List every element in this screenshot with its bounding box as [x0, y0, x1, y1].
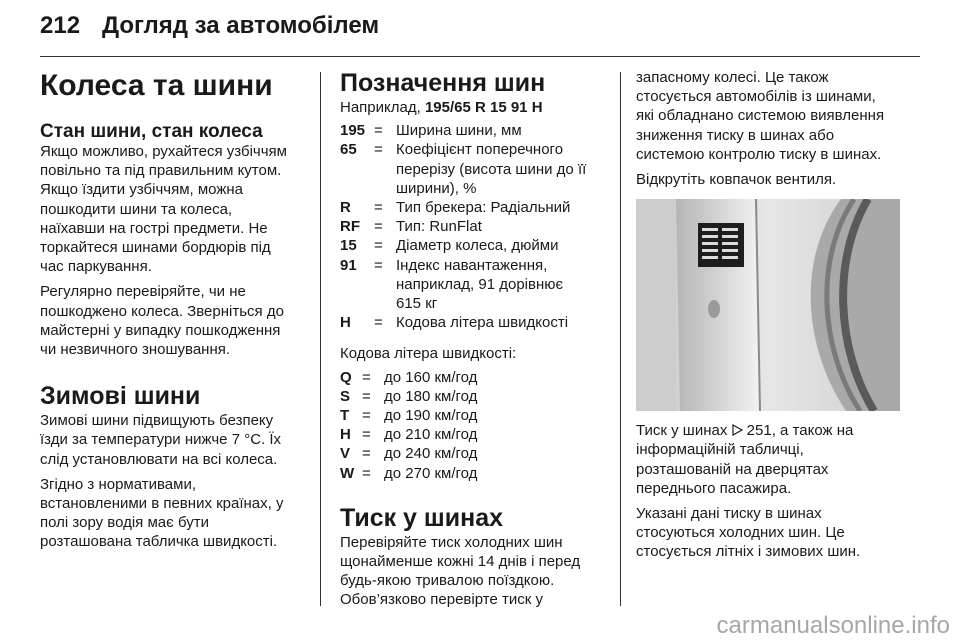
column-divider-2 [620, 72, 621, 606]
tire-designation-heading: Позначення шин [340, 69, 546, 97]
table-row: W = до 270 км/год [340, 464, 478, 482]
condition-heading: Стан шини, стан колеса [40, 121, 263, 142]
example-line: Наприклад, 195/65 R 15 91 H [340, 99, 543, 116]
table-row: T = до 190 км/год [340, 407, 478, 425]
section-title: Колеса та шини [40, 69, 273, 102]
table-row: 65 = Коефіцієнт поперечного перерізу (висота шини до її ширини), % [340, 141, 587, 197]
table-row: RF = Тип: RunFlat [340, 218, 482, 236]
column-1 [40, 68, 312, 552]
designation-table [340, 121, 586, 332]
column-2 [340, 68, 612, 610]
table-row: S = до 180 км/год [340, 387, 478, 405]
condition-paragraph-2: Регулярно перевіряйте, чи не пошкоджено колеса. Зверніться до майстерні у випадку пошкодження чи незвичного зношування. [40, 283, 284, 359]
column-divider-1 [320, 72, 321, 606]
table-row: H = до 210 км/год [340, 426, 478, 444]
winter-heading: Зимові шини [40, 382, 201, 411]
watermark: carmanualsonline.info [716, 612, 950, 639]
speed-intro: Кодова літера швидкості: [340, 345, 517, 363]
condition-paragraph-1: Якщо можливо, рухайтеся узбіччям повільно та під правильним кутом. Якщо їздити узбіччям, можна пошкодити шини та колеса, наїхавши на гострі предмети. Не торкайтеся шинами бордюрів під час паркування. [40, 143, 287, 276]
winter-paragraph-2: Згідно з нормативами, встановленими в певних країнах, у полі зору водія має бути розташована табличка швидкості. [40, 475, 284, 551]
table-row: Q = до 160 км/год [340, 368, 478, 386]
pressure-reference-paragraph: Тиск у шинах 251, а також на інформаційній табличці, розташованій на дверцятах переднього пасажира. [636, 422, 854, 497]
pressure-paragraph: Перевіряйте тиск холодних шин щонайменше кожні 14 днів і перед будь-якою тривалою поїздкою. Обов’язково перевірте тиск у [340, 533, 581, 609]
column-3 [636, 68, 904, 562]
table-row: 195 = Ширина шини, мм [340, 122, 522, 140]
chapter-title: Догляд за автомобілем [102, 12, 380, 39]
table-row: V = до 240 км/год [340, 445, 478, 463]
page-header [40, 12, 379, 40]
tire-pressure-heading: Тиск у шинах [340, 503, 504, 532]
example-value: 195/65 R 15 91 H [424, 99, 543, 116]
table-row: H = Кодова літера швидкості [340, 314, 569, 332]
spare-wheel-paragraph: запасному колесі. Це також стосується автомобілів із шинами, які обладнано системою виявлення зниження тиску в шинах або системою контролю тиску в шинах. [636, 69, 885, 163]
table-row: 15 = Діаметр колеса, дюйми [340, 237, 559, 255]
tire-pressure-label-photo [636, 199, 900, 411]
table-row: R = Тип брекера: Радіальний [340, 199, 571, 217]
cold-tire-note: Указані дані тиску в шинах стосуються холодних шин. Це стосується літніх і зимових шин. [636, 505, 861, 561]
table-row: 91 = Індекс навантаження, наприклад, 91 дорівнює 615 кг [340, 256, 564, 313]
valve-cap-instruction: Відкрутіть ковпачок вентиля. [636, 171, 837, 189]
page-number: 212 [40, 12, 81, 39]
reference-arrow-icon[interactable] [732, 422, 743, 434]
winter-paragraph-1: Зимові шини підвищують безпеку їзди за температури нижче 7 °C. Їх слід установлювати на всі колеса. [40, 412, 282, 468]
header-divider [40, 56, 920, 57]
speed-table [340, 368, 477, 483]
